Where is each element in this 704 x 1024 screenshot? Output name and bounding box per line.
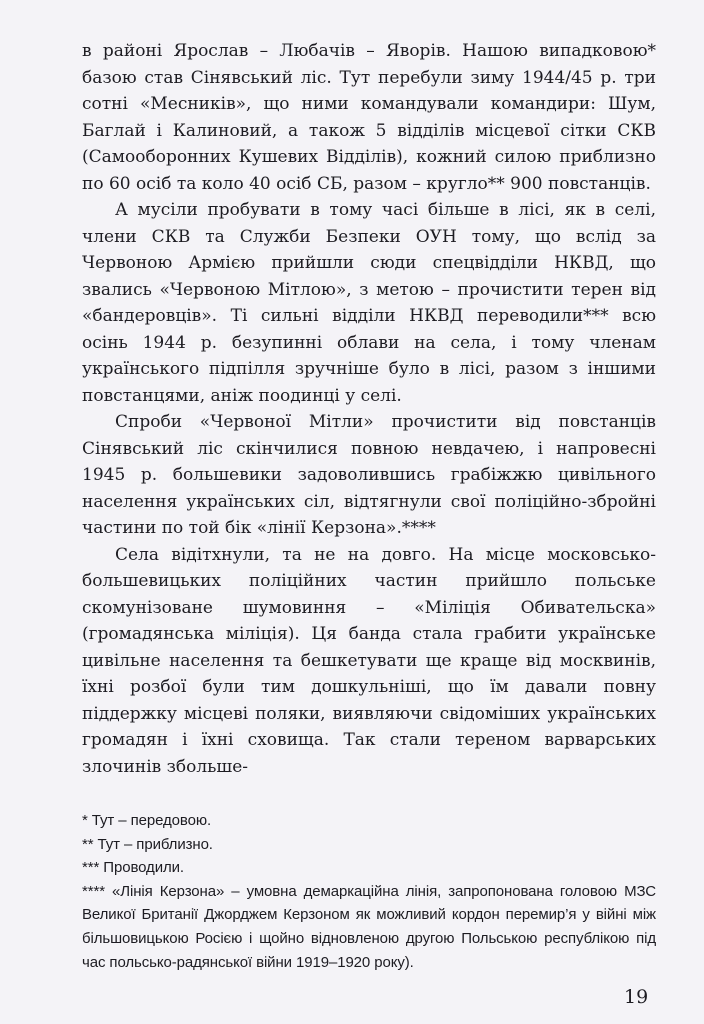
footnote-1: * Тут – передовою. [82,812,212,829]
page-number: 19 [624,986,649,1008]
footnote-4: **** «Лінія Керзона» – умовна демаркаційна лінія, запропонована головою МЗС Великої Британії Джорджем Керзоном як можливий кордон перемир’я у війні між більшовицькою Росією і щойно відновленою другою Польською республікою під час польсько-радянської війни 1919–1920 року). [82,882,656,971]
paragraph-2: А мусіли пробувати в тому часі більше в лісі, як в селі, члени СКВ та Служби Безпеки ОУН тому, що вслід за Червоною Армією прийшли сюди спецвідділи НКВД, що звались «Червоною Мітлою», з метою – прочистити терен від «бандеровців». Ті сильні відділи НКВД переводили*** всю осінь 1944 р. безупинні облави на села, і тому членам українського підпілля зручніше було в лісі, разом з іншими повстанцями, аніж поодинці у селі. [82,200,656,406]
paragraph-1: в районі Ярослав – Любачів – Яворів. Нашою випадковою* базою став Сінявський ліс. Тут перебули зиму 1944/45 р. три сотні «Месників», що ними командували командири: Шум, Баглай і Калиновий, а також 5 відділів місцевої сітки СКВ (Самооборонних Кушевих Відділів), кожний силою приблизно по 60 осіб та коло 40 осіб СБ, разом – кругло** 900 повстанців. [82,41,656,194]
paragraph-4: Села відітхнули, та не на довго. На місце московсько-большевицьких поліційних частин прийшло польське скомунізоване шумовиння – «Міліція Обивательска» (громадянська міліція). Ця банда стала грабити українське цивільне населення та бешкетувати ще краще від москвинів, їхні розбої були тим дошкульніші, що їм давали повну піддержку місцеві поляки, виявляючи свідоміших українських громадян і їхні сховища. Так стали тереном варварських злочинів збольше- [82,544,656,777]
footnote-3: *** Проводили. [82,859,184,877]
main-text [82,38,656,780]
footnote-2: ** Тут – приблизно. [82,835,213,853]
paragraph-3: Спроби «Червоної Мітли» прочистити від повстанців Сінявський ліс скінчилися повною невдачею, і напровесні 1945 р. большевики задоволившись грабіжжю цивільного населення українських сіл, відтягнули свої поліційно-збройні частини по той бік «лінії Керзона».**** [82,412,656,538]
footnotes [82,809,656,974]
